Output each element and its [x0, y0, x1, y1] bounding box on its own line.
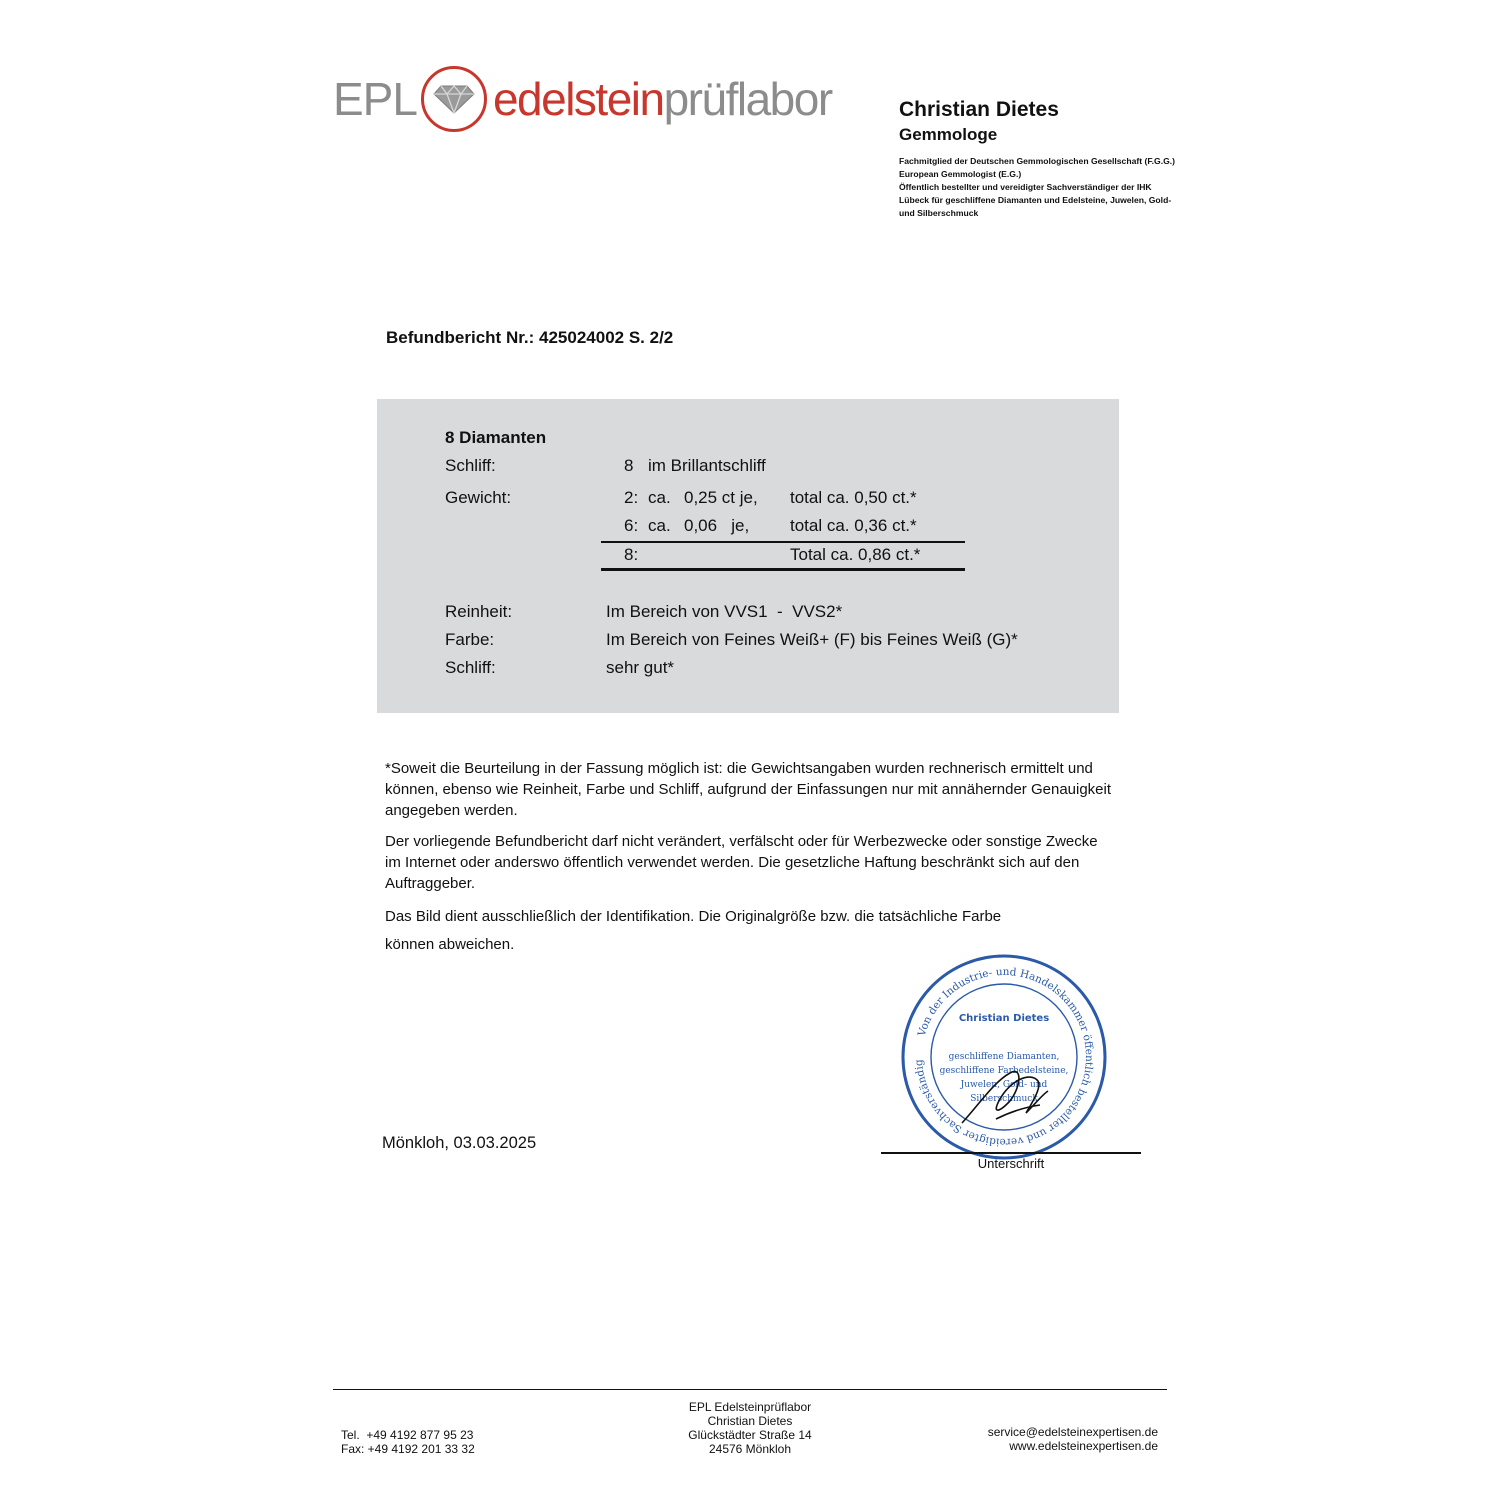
stamp-line: geschliffene Farbedelsteine, — [939, 1066, 1069, 1076]
stamp-line: geschliffene Diamanten, — [948, 1052, 1060, 1062]
logo — [333, 62, 832, 136]
total-rule — [601, 568, 965, 571]
grade-label: Schliff: — [445, 658, 496, 677]
footer-fax: Fax: +49 4192 201 33 32 — [341, 1442, 475, 1456]
qualification-line: Fachmitglied der Deutschen Gemmologischen Gesellschaft (F.G.G.) — [899, 156, 1176, 166]
subtotal-rule — [601, 541, 965, 543]
qualification-line: European Gemmologist (E.G.) — [899, 169, 1022, 179]
diamond-icon — [421, 66, 487, 132]
official-stamp — [900, 953, 1108, 1161]
clarity-label: Reinheit: — [445, 602, 513, 621]
footer-email[interactable]: service@edelsteinexpertisen.de — [987, 1425, 1158, 1439]
cut-value: im Brillantschliff — [648, 456, 766, 475]
footer-address — [600, 1400, 900, 1456]
details-heading: 8 Diamanten — [445, 428, 547, 447]
weight-total: total ca. 0,50 ct.* — [790, 488, 917, 507]
grade-value: sehr gut* — [606, 658, 675, 677]
logo-prefix: EPL — [333, 73, 417, 125]
footer-web — [860, 1425, 1158, 1453]
note-estimation: *Soweit die Beurteilung in der Fassung möglich ist: die Gewichtsangaben wurden rechnerisch ermittelt und können, ebenso wie Reinheit, Farbe und Schliff, aufgrund der Einfassungen nur mit annähernder Genauigkeit angegeben werden. — [385, 760, 1112, 819]
expert-name: Christian Dietes — [899, 98, 1059, 121]
sum-count: 8: — [624, 545, 639, 564]
footer-website[interactable]: www.edelsteinexpertisen.de — [1009, 1439, 1158, 1453]
sum-total: Total ca. 0,86 ct.* — [790, 545, 921, 564]
cut-label: Schliff: — [445, 456, 496, 475]
footer-contact — [341, 1428, 475, 1456]
signature-line — [881, 1152, 1141, 1154]
weight-approx: ca. — [648, 516, 671, 535]
footer-city: 24576 Mönkloh — [708, 1442, 792, 1456]
note-image-line1: Das Bild dient ausschließlich der Identifikation. Die Originalgröße bzw. die tatsächliche Farbe — [385, 908, 1002, 925]
weight-value: 0,06 je, — [684, 516, 750, 535]
expert-title: Gemmologe — [899, 125, 998, 144]
note-usage: Der vorliegende Befundbericht darf nicht verändert, verfälscht oder für Werbezwecke oder sonstige Zwecke im Internet oder anderswo öffentlich verwendet werden. Die gesetzliche Haftung beschränkt sich auf den Auftraggeber. — [385, 833, 1098, 892]
cut-count: 8 — [624, 456, 634, 475]
logo-name-grey: prüflabor — [663, 73, 832, 125]
footer-company: EPL Edelsteinprüflabor — [688, 1400, 812, 1414]
report-number: Befundbericht Nr.: 425024002 S. 2/2 — [386, 328, 674, 347]
footer-person: Christian Dietes — [707, 1414, 793, 1428]
clarity-value: Im Bereich von VVS1 - VVS2* — [606, 602, 843, 621]
color-value: Im Bereich von Feines Weiß+ (F) bis Feines Weiß (G)* — [606, 630, 1018, 649]
footer-tel: Tel. +49 4192 877 95 23 — [341, 1428, 474, 1442]
footer-rule — [333, 1389, 1167, 1390]
weight-count: 6: — [624, 516, 639, 535]
weight-count: 2: — [624, 488, 639, 507]
note-image-line2: können abweichen. — [385, 936, 515, 953]
logo-name — [493, 72, 832, 126]
stamp-line: Juwelen, Gold- und — [960, 1080, 1048, 1090]
weight-value: 0,25 ct je, — [684, 488, 758, 507]
qualification-line: Lübeck für geschliffene Diamanten und Edelsteine, Juwelen, Gold- — [899, 195, 1172, 205]
stamp-line: Silberschmuck — [970, 1094, 1038, 1104]
footer-street: Glückstädter Straße 14 — [688, 1428, 812, 1442]
place-date: Mönkloh, 03.03.2025 — [382, 1134, 537, 1152]
qualification-line: Öffentlich bestellter und vereidigter Sachverständiger der IHK — [899, 182, 1152, 192]
weight-label: Gewicht: — [445, 488, 512, 507]
weight-total: total ca. 0,36 ct.* — [790, 516, 917, 535]
qualification-line: und Silberschmuck — [899, 208, 979, 218]
logo-name-red: edelstein — [492, 73, 664, 125]
stamp-name: Christian Dietes — [958, 1013, 1050, 1024]
signature-label: Unterschrift — [977, 1156, 1045, 1171]
stamp-ring-text: Von der Industrie- und Handelskammer öffentlich bestellter und vereidigter Sachverständig — [912, 965, 1096, 1149]
details-box — [377, 399, 1119, 713]
weight-approx: ca. — [648, 488, 671, 507]
qualifications — [899, 155, 1199, 220]
color-label: Farbe: — [445, 630, 495, 649]
